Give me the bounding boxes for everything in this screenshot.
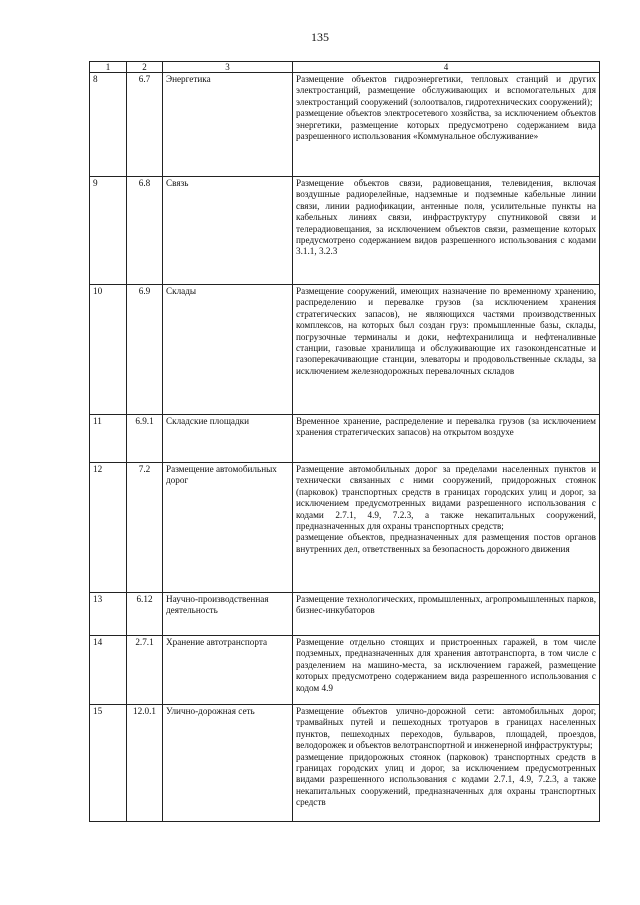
use-name: Улично-дорожная сеть: [163, 705, 293, 822]
description-paragraph: Размещение сооружений, имеющих назначение по временному хранению, распределению и перевалке грузов (за исключением хранения стратегических запасов), не являющихся частями производственных комплексов, на которых был создан груз: промышленные базы, склады, погрузочные терминалы и доки, нефтехранилища и нефтеналивные станции, газовые хранилища и обслуживающие их газоконденсатные и газоперекачивающие станции, элеваторы и продовольственные склады, за исключением железнодорожных перевалочных складов: [296, 286, 596, 376]
description-paragraph: размещение придорожных стоянок (парковок) транспортных средств в границах городских улиц и дорог, за исключением предусмотренных видами разрешенного использования с кодами 2.7.1, 4.9, 7.2.3, а также некапитальных сооружений, предназначенных для охраны транспортных средств: [296, 751, 596, 808]
table-row: [90, 463, 600, 593]
use-description: [293, 463, 600, 593]
column-header: 4: [293, 62, 600, 73]
table-row: [90, 415, 600, 463]
table-row: [90, 285, 600, 415]
description-paragraph: размещение объектов, предназначенных для размещения постов органов внутренних дел, ответственных за безопасность дорожного движения: [296, 532, 596, 554]
description-paragraph: Размещение объектов гидроэнергетики, тепловых станций и других электростанций, размещение обслуживающих и вспомогательных для электростанций сооружений (золоотвалов, гидротехнических сооружений);: [296, 74, 596, 107]
row-number: 14: [90, 636, 127, 705]
use-code: 6.12: [127, 593, 163, 636]
row-number: 9: [90, 177, 127, 285]
table-row: [90, 705, 600, 822]
table-header-row: [90, 62, 600, 73]
description-paragraph: Временное хранение, распределение и перевалка грузов (за исключением хранения стратегических запасов) на открытом воздухе: [296, 416, 596, 438]
row-number: 15: [90, 705, 127, 822]
description-paragraph: Размещение автомобильных дорог за пределами населенных пунктов и технически связанных с ними сооружений, придорожных стоянок (парковок) транспортных средств в границах городских улиц и дорог, за исключением предусмотренных видами разрешенного использования с кодами 2.7.1, 4.9, 7.2.3, а также некапитальных сооружений, предназначенных для охраны транспортных средств;: [296, 464, 596, 532]
row-number: 11: [90, 415, 127, 463]
description-paragraph: Размещение технологических, промышленных, агропромышленных парков, бизнес-инкубаторов: [296, 594, 596, 616]
use-description: [293, 636, 600, 705]
row-number: 12: [90, 463, 127, 593]
use-code: 6.7: [127, 73, 163, 177]
land-use-table: [89, 61, 600, 822]
use-code: 6.8: [127, 177, 163, 285]
use-description: [293, 73, 600, 177]
description-paragraph: размещение объектов электросетевого хозяйства, за исключением объектов энергетики, размещение которых предусмотрено содержанием вида разрешенного использования «Коммунальное обслуживание»: [296, 108, 596, 142]
table-row: [90, 636, 600, 705]
use-name: Размещение автомобильных дорог: [163, 463, 293, 593]
use-name: Энергетика: [163, 73, 293, 177]
column-header: 2: [127, 62, 163, 73]
page-number: 135: [311, 30, 329, 44]
row-number: 13: [90, 593, 127, 636]
use-code: 7.2: [127, 463, 163, 593]
use-code: 6.9.1: [127, 415, 163, 463]
table-row: [90, 593, 600, 636]
row-number: 8: [90, 73, 127, 177]
table-row: [90, 177, 600, 285]
column-header: 3: [163, 62, 293, 73]
use-code: 2.7.1: [127, 636, 163, 705]
use-name: Склады: [163, 285, 293, 415]
description-paragraph: Размещение объектов улично-дорожной сети: автомобильных дорог, трамвайных путей и пешеходных тротуаров в границах населенных пунктов, пешеходных переходов, бульваров, площадей, проездов, велодорожек и объектов велотранспортной и инженерной инфраструктуры;: [296, 706, 596, 751]
use-name: Научно-производственная деятельность: [163, 593, 293, 636]
description-paragraph: Размещение объектов связи, радиовещания, телевидения, включая воздушные радиорелейные, надземные и подземные кабельные линии связи, линии радиофикации, антенные поля, усилительные пункты на кабельных линиях связи, инфраструктуру спутниковой связи и телерадиовещания, за исключением объектов связи, размещение которых предусмотрено содержанием видов разрешенного использования с кодами 3.1.1, 3.2.3: [296, 178, 596, 257]
use-name: Связь: [163, 177, 293, 285]
use-name: Складские площадки: [163, 415, 293, 463]
use-description: [293, 705, 600, 822]
row-number: 10: [90, 285, 127, 415]
column-header: 1: [90, 62, 127, 73]
use-description: [293, 415, 600, 463]
use-name: Хранение автотранспорта: [163, 636, 293, 705]
use-code: 12.0.1: [127, 705, 163, 822]
description-paragraph: Размещение отдельно стоящих и пристроенных гаражей, в том числе подземных, предназначенных для хранения автотранспорта, в том числе с разделением на машино-места, за исключением гаражей, размещение которых предусмотрено содержанием вида разрешенного использования с кодом 4.9: [296, 637, 596, 693]
use-description: [293, 177, 600, 285]
use-code: 6.9: [127, 285, 163, 415]
use-description: [293, 593, 600, 636]
table-row: [90, 73, 600, 177]
use-description: [293, 285, 600, 415]
